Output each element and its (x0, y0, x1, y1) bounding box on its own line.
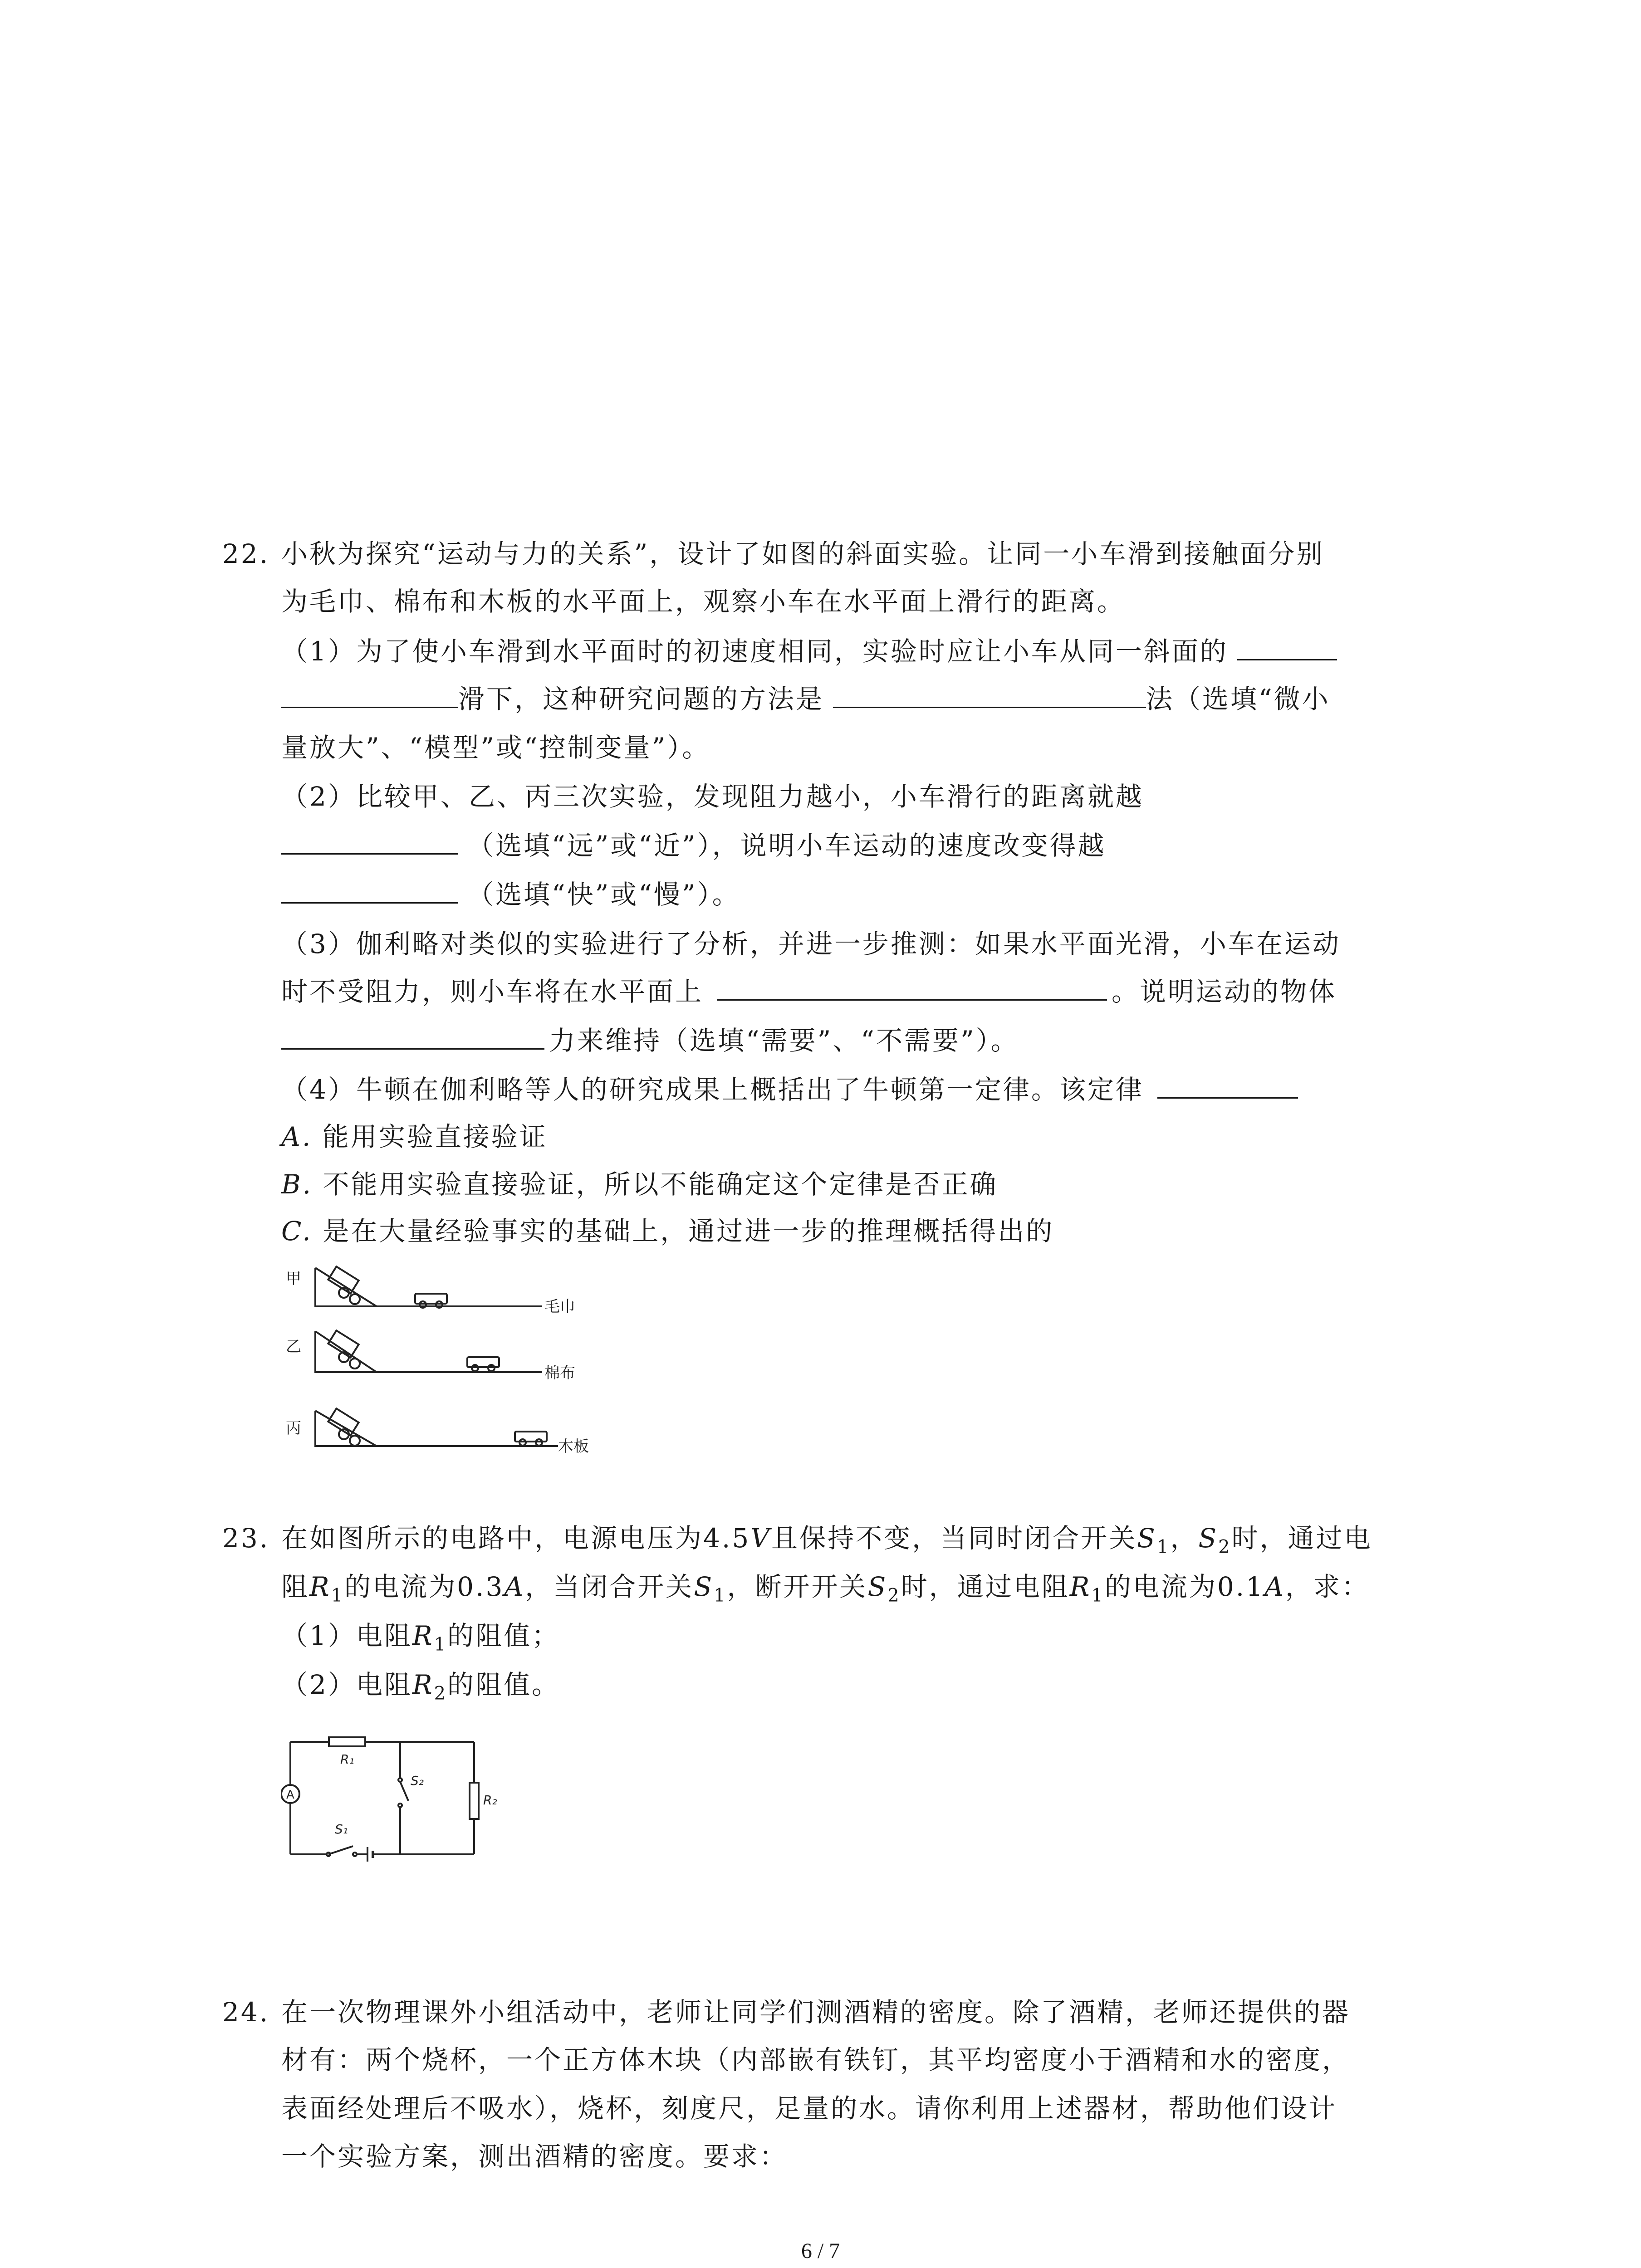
incline-label-bing: 丙 (286, 1419, 301, 1437)
answer-blank[interactable] (281, 879, 458, 904)
option-text: 能用实验直接验证 (322, 1121, 548, 1152)
q22-part1-line2 (281, 683, 1330, 715)
q23-text: （2）电阻 (281, 1669, 412, 1700)
q22-part3-text: 时不受阻力，则小车将在水平面上 (281, 976, 704, 1007)
q23-text: 的阻值； (447, 1620, 560, 1651)
incline-label-yi: 乙 (286, 1338, 301, 1356)
q24-line1: 在一次物理课外小组活动中，老师让同学们测酒精的密度。除了酒精，老师还提供的器 (281, 1997, 1351, 2028)
switch-symbol: S (1198, 1523, 1219, 1554)
q22-part1-text: 法（选填“微小 (1146, 684, 1330, 714)
answer-blank[interactable] (1157, 1074, 1298, 1099)
q23-part2 (281, 1668, 560, 1710)
q23-text: 阻 (281, 1571, 310, 1602)
q23-text: ，当闭合开关 (525, 1571, 694, 1602)
subscript: 1 (1156, 1536, 1171, 1558)
q22-number: 22. (222, 538, 270, 569)
q22-part1-text: （1）为了使小车滑到水平面时的初速度相同，实验时应让小车从同一斜面的 (281, 636, 1228, 667)
resistor-symbol: R (1069, 1571, 1092, 1602)
resistor-symbol: R (412, 1620, 434, 1651)
q22-part3-line1: （3）伽利略对类似的实验进行了分析，并进一步推测：如果水平面光滑，小车在运动 (281, 929, 1341, 959)
q22-part4-line1 (281, 1073, 1298, 1106)
q22-part1-line1 (281, 635, 1337, 668)
voltage-unit: V (750, 1523, 772, 1554)
incline-row-yi (315, 1330, 542, 1372)
answer-blank[interactable] (281, 683, 458, 708)
switch-symbol: S (1137, 1523, 1157, 1554)
answer-blank[interactable] (281, 1025, 544, 1050)
q22-option-a[interactable] (281, 1120, 548, 1153)
answer-blank[interactable] (281, 830, 458, 855)
q22-part3-line2 (281, 975, 1337, 1008)
q23-stem-line2 (281, 1570, 1370, 1612)
incline-row-jia (315, 1266, 542, 1308)
resistor-symbol: R (412, 1669, 434, 1700)
q23-text: 且保持不变，当同时闭合开关 (771, 1523, 1137, 1554)
current-unit: A (504, 1571, 525, 1602)
current-value: 0.1 (1217, 1571, 1265, 1602)
subscript: 2 (887, 1585, 901, 1606)
circuit-diagram (281, 1733, 535, 1882)
q22-part3-text: 力来维持（选填“需要”、“不需要”）。 (549, 1025, 1019, 1056)
option-text: 是在大量经验事实的基础上，通过进一步的推理概括得出的 (323, 1216, 1054, 1246)
r2-label: R₂ (483, 1793, 497, 1808)
incline-experiment-figure (277, 1261, 603, 1470)
option-text: 不能用实验直接验证，所以不能确定这个定律是否正确 (323, 1169, 998, 1200)
q24-number: 24. (222, 1997, 270, 2028)
subscript: 2 (1218, 1536, 1232, 1558)
switch-symbol: S (867, 1571, 888, 1602)
ammeter-label: A (286, 1788, 294, 1802)
q22-part2-text: （选填“快”或“慢”）。 (467, 879, 740, 910)
switch-s2 (400, 1782, 408, 1801)
q24-line4: 一个实验方案，测出酒精的密度。要求： (281, 2141, 788, 2172)
q22-part1-text: 滑下，这种研究问题的方法是 (458, 684, 824, 714)
s2-label: S₂ (411, 1773, 424, 1788)
subscript: 1 (331, 1585, 345, 1606)
q22-part3-text: 。说明运动的物体 (1112, 976, 1337, 1007)
subscript: 1 (1091, 1585, 1105, 1606)
answer-blank[interactable] (717, 976, 1107, 1001)
q23-text: ，断开开关 (727, 1571, 868, 1602)
q22-stem-line1: 小秋为探究“运动与力的关系”，设计了如图的斜面实验。让同一小车滑到接触面分别 (281, 538, 1325, 569)
current-unit: A (1264, 1571, 1285, 1602)
answer-blank[interactable] (833, 683, 1146, 708)
q23-text: 的电流为 (344, 1571, 457, 1602)
q22-part2-text: （选填“远”或“近”），说明小车运动的速度改变得越 (467, 830, 1106, 861)
option-letter: B. (281, 1169, 313, 1200)
s1-label: S₁ (335, 1822, 348, 1837)
q24-line3: 表面经处理后不吸水），烧杯，刻度尺，足量的水。请你利用上述器材，帮助他们设计 (281, 2093, 1337, 2124)
q22-part2-line3 (281, 878, 740, 911)
q24-line2: 材有：两个烧杯，一个正方体木块（内部嵌有铁钉，其平均密度小于酒精和水的密度， (281, 2044, 1351, 2075)
page-number: 6 / 7 (801, 2239, 840, 2263)
q22-option-c[interactable] (281, 1215, 1054, 1247)
current-value: 0.3 (457, 1571, 505, 1602)
incline-row-bing (315, 1408, 558, 1446)
q22-part3-line3 (281, 1024, 1019, 1057)
resistor-symbol: R (309, 1571, 331, 1602)
option-letter: C. (281, 1216, 313, 1246)
q23-text: ，求： (1285, 1571, 1370, 1602)
answer-blank[interactable] (1237, 635, 1337, 660)
surface-label-wood: 木板 (558, 1437, 589, 1456)
q22-part2-line1: （2）比较甲、乙、丙三次实验，发现阻力越小，小车滑行的距离就越 (281, 781, 1144, 812)
q23-text: 在如图所示的电路中，电源电压为 (281, 1523, 704, 1554)
surface-label-towel: 毛巾 (544, 1298, 575, 1316)
subscript: 2 (434, 1683, 448, 1704)
q22-part2-line2 (281, 829, 1106, 862)
incline-label-jia: 甲 (286, 1270, 301, 1288)
q23-text: ， (1170, 1523, 1199, 1554)
q23-text: 的电流为 (1104, 1571, 1217, 1602)
q23-text: （1）电阻 (281, 1620, 412, 1651)
subscript: 1 (714, 1585, 727, 1606)
q23-number: 23. (222, 1523, 270, 1554)
q23-text: 时，通过电阻 (901, 1571, 1070, 1602)
voltage-value: 4.5 (703, 1523, 751, 1554)
subscript: 1 (434, 1634, 448, 1655)
q22-part4-text: （4）牛顿在伽利略等人的研究成果上概括出了牛顿第一定律。该定律 (281, 1074, 1144, 1105)
switch-s1 (328, 1846, 353, 1854)
switch-symbol: S (694, 1571, 714, 1602)
q22-option-b[interactable] (281, 1168, 998, 1201)
resistor-r2 (470, 1783, 479, 1819)
q22-stem-line2: 为毛巾、棉布和木板的水平面上，观察小车在水平面上滑行的距离。 (281, 586, 1126, 617)
q23-part1 (281, 1619, 560, 1661)
resistor-r1 (329, 1737, 365, 1746)
r1-label: R₁ (340, 1752, 354, 1767)
option-letter: A. (281, 1121, 313, 1152)
q22-part1-line3: 量放大”、“模型”或“控制变量”）。 (281, 732, 710, 763)
surface-label-cotton: 棉布 (544, 1364, 575, 1382)
q23-text: 的阻值。 (447, 1669, 560, 1700)
q23-stem-line1 (281, 1522, 1372, 1564)
q23-text: 时，通过电 (1231, 1523, 1372, 1554)
